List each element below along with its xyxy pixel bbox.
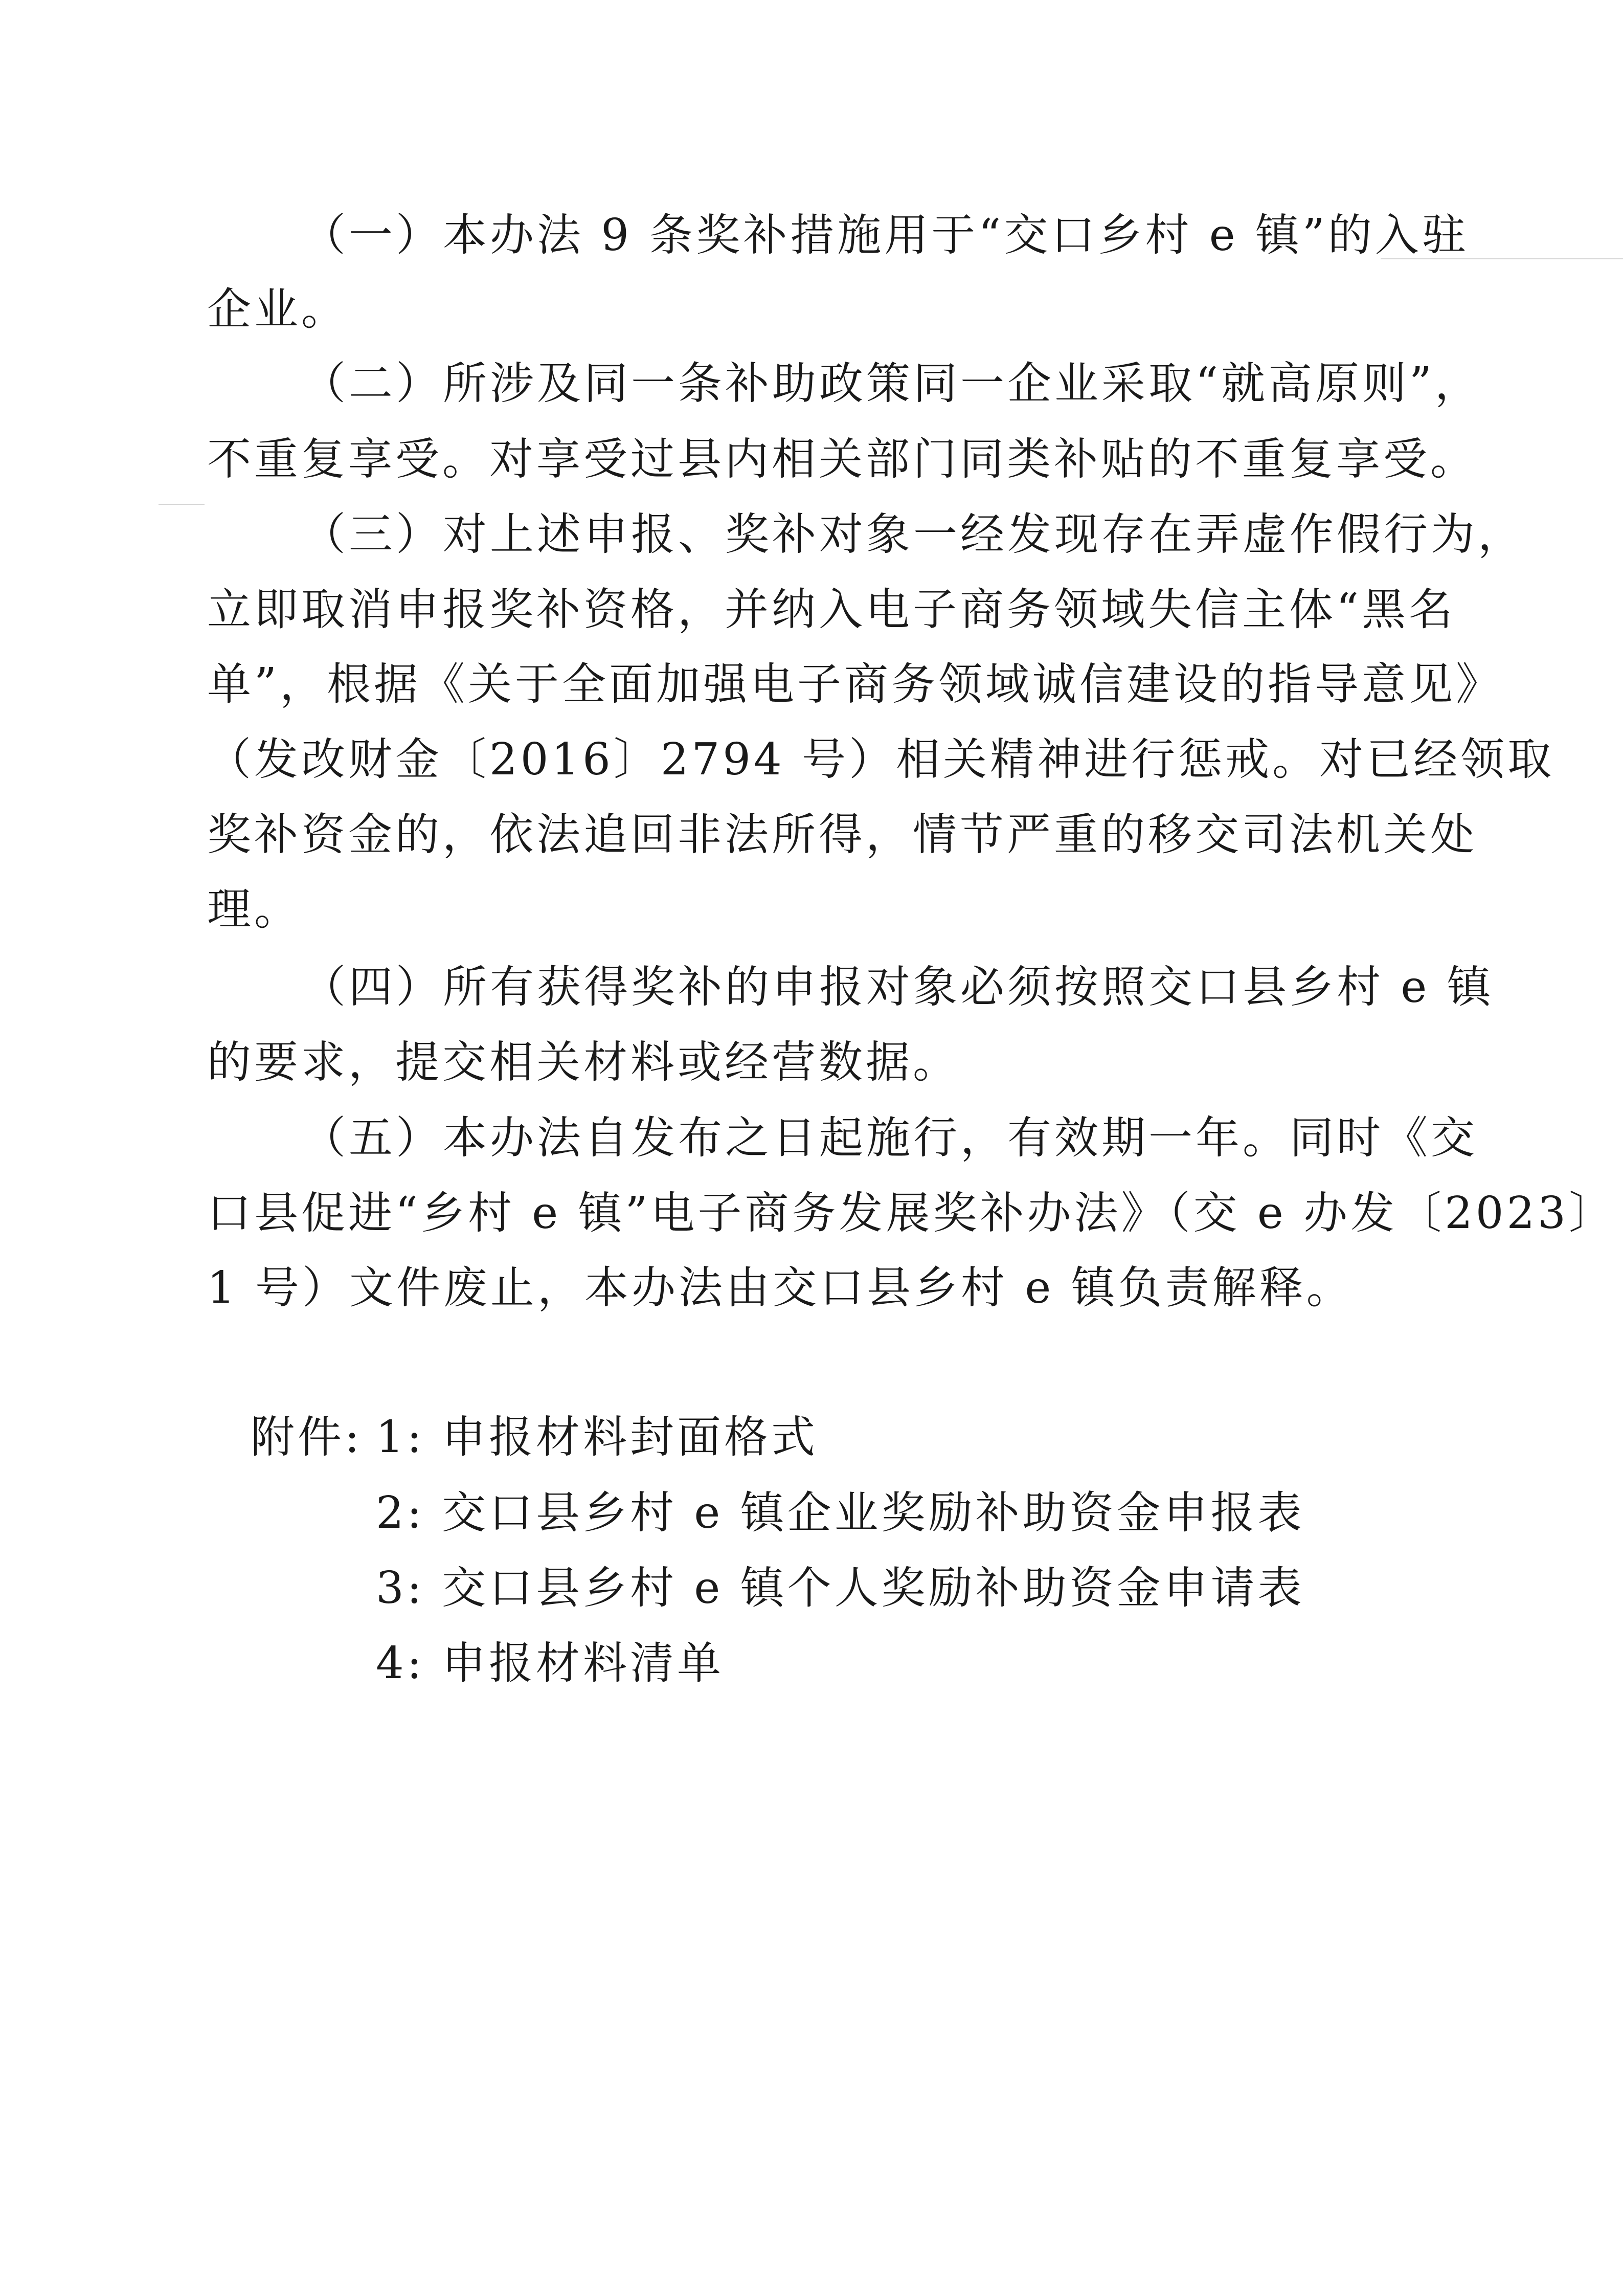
clause-3-line-1: （三）对上述申报、奖补对象一经发现存在弄虚作假行为， [302, 509, 1525, 560]
clause-3-line-2: 立即取消申报奖补资格，并纳入电子商务领域失信主体“黑名 [207, 584, 1456, 635]
clause-1-line-2: 企业。 [207, 284, 348, 335]
clause-3-line-3: 单”，根据《关于全面加强电子商务领域诚信建设的指导意见》 [207, 659, 1503, 710]
attachments-label: 附件: [251, 1412, 363, 1463]
clause-3-line-4: （发改财金〔2016〕2794 号）相关精神进行惩戒。对已经领取 [207, 734, 1555, 785]
clause-4-line-2: 的要求，提交相关材料或经营数据。 [207, 1037, 960, 1088]
clause-4-line-1: （四）所有获得奖补的申报对象必须按照交口县乡村 e 镇 [302, 962, 1494, 1013]
clause-5-line-1: （五）本办法自发布之日起施行，有效期一年。同时《交 [302, 1112, 1478, 1164]
clause-5-line-3: 1 号）文件废止，本办法由交口县乡村 e 镇负责解释。 [207, 1262, 1354, 1313]
clause-3-line-6: 理。 [207, 884, 301, 935]
scan-artifact-line [159, 504, 205, 505]
clause-5-line-2: 口县促进“乡村 e 镇”电子商务发展奖补办法》（交 e 办发〔2023〕 [207, 1188, 1616, 1239]
clause-1-line-1: （一）本办法 9 条奖补措施用于“交口乡村 e 镇”的入驻 [302, 210, 1469, 261]
clause-2-line-2: 不重复享受。对享受过县内相关部门同类补贴的不重复享受。 [207, 434, 1477, 485]
clause-3-line-5: 奖补资金的，依法追回非法所得，情节严重的移交司法机关处 [207, 809, 1477, 860]
attachment-item-4: 4: 申报材料清单 [376, 1638, 725, 1689]
clause-2-line-1: （二）所涉及同一条补助政策同一企业采取“就高原则”， [302, 358, 1482, 409]
attachment-item-1: 1: 申报材料封面格式 [376, 1412, 819, 1463]
attachment-item-2: 2: 交口县乡村 e 镇企业奖励补助资金申报表 [376, 1487, 1305, 1539]
attachment-item-3: 3: 交口县乡村 e 镇个人奖励补助资金申请表 [376, 1563, 1305, 1614]
